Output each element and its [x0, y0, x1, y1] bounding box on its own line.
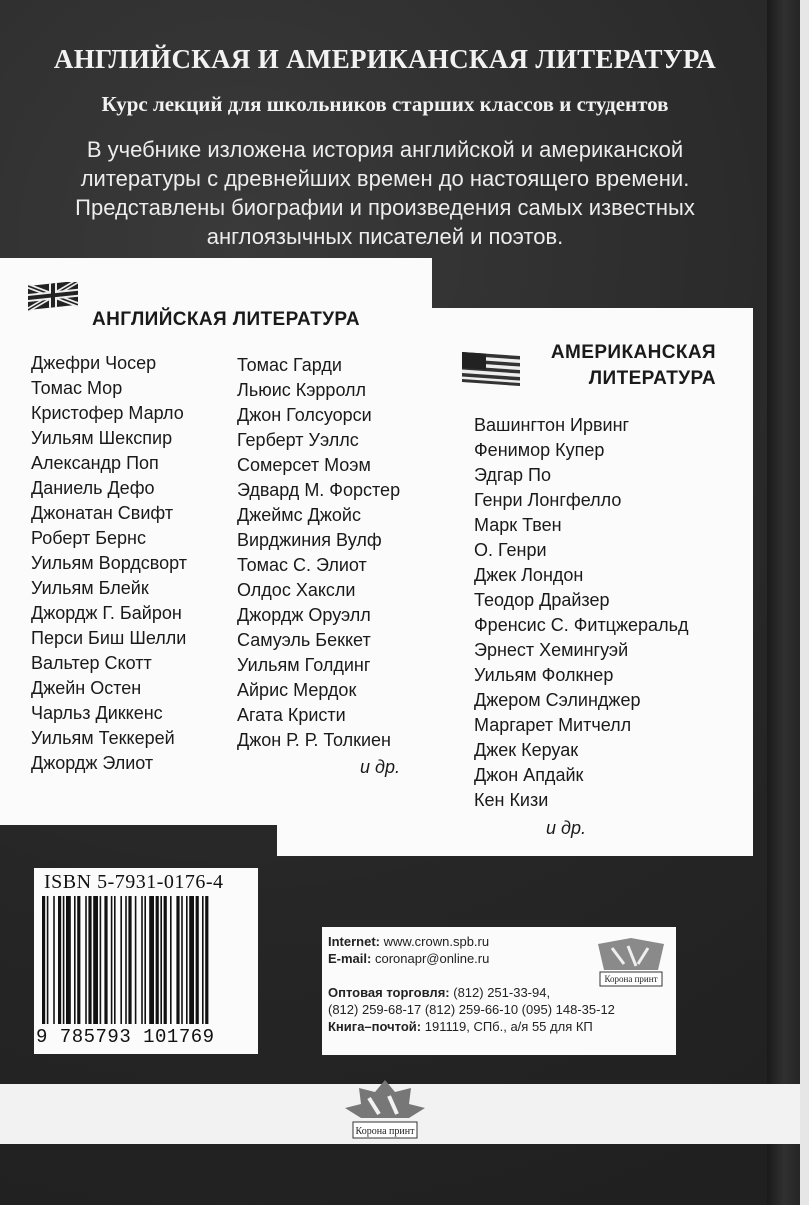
barcode-bar: [42, 896, 45, 1024]
author-name: Томас Гарди: [237, 355, 342, 375]
barcode-bar: [104, 896, 107, 1024]
author-name: Айрис Мердок: [237, 680, 357, 700]
barcode-bar: [160, 896, 162, 1024]
barcode-bar: [58, 896, 61, 1024]
author-name: Герберт Уэллс: [237, 430, 359, 450]
author-name: Джонатан Свифт: [31, 503, 174, 523]
logo-small-text: Корона принт: [604, 974, 658, 984]
barcode-bar: [176, 896, 179, 1024]
author-name: Сомерсет Моэм: [237, 455, 371, 475]
author-name: Томас Мор: [31, 378, 123, 398]
barcode-bar: [93, 896, 98, 1024]
author-name: Марк Твен: [474, 515, 562, 535]
publisher-logo-bottom: [339, 1078, 431, 1148]
barcode-bar: [53, 896, 55, 1024]
barcode-bar: [88, 896, 91, 1024]
american-heading-line-2: ЛИТЕРАТУРА: [588, 368, 716, 389]
author-name: Фенимор Купер: [474, 440, 605, 460]
barcode-bar: [100, 896, 102, 1024]
description-line: В учебнике изложена история английской и американской: [86, 137, 684, 162]
wholesale-phone-1: (812) 251-33-94,: [453, 985, 551, 1000]
english-heading: АНГЛИЙСКАЯ ЛИТЕРАТУРА: [92, 309, 360, 330]
barcode-bar: [170, 896, 172, 1024]
author-name: Перси Биш Шелли: [31, 628, 187, 648]
email-address: coronapr@online.ru: [374, 951, 490, 966]
publisher-logo-small: [592, 936, 670, 992]
author-name: Уильям Вордсворт: [31, 553, 188, 573]
uk-flag-icon: [28, 282, 78, 312]
barcode-bar: [77, 896, 80, 1024]
author-name: Томас С. Элиот: [237, 555, 367, 575]
barcode-bar: [66, 896, 71, 1024]
barcode-bar: [114, 896, 116, 1024]
author-name: Джордж Г. Байрон: [31, 603, 182, 623]
barcode-bar: [111, 896, 113, 1024]
author-name: Джек Керуак: [474, 740, 579, 760]
barcode-bar: [74, 896, 76, 1024]
author-name: Джером Сэлинджер: [474, 690, 641, 710]
author-name: Агата Кристи: [237, 705, 346, 725]
author-name: Вирджиния Вулф: [237, 530, 382, 550]
barcode-bar: [135, 896, 137, 1024]
author-name: Джордж Элиот: [31, 753, 154, 773]
author-name: Уильям Блейк: [31, 578, 149, 598]
barcode-bar: [156, 896, 159, 1024]
author-name: Александр Поп: [31, 453, 159, 473]
barcode-bars: [40, 896, 254, 1026]
author-name: Френсис С. Фитцжеральд: [474, 615, 689, 635]
english-etc-note: и др.: [360, 757, 400, 777]
wholesale-label: Оптовая торговля:: [328, 985, 450, 1000]
author-name: Кристофер Марло: [31, 403, 184, 423]
barcode-bar: [189, 896, 194, 1024]
barcode-bar: [164, 896, 167, 1024]
american-authors-column: [474, 413, 688, 813]
description-line: англоязычных писателей и поэтов.: [206, 224, 564, 249]
author-name: Льюис Кэрролл: [237, 380, 367, 400]
internet-line: [328, 933, 489, 950]
author-name: Роберт Бернс: [31, 528, 146, 548]
mail-order-label: Книга–почтой:: [328, 1019, 422, 1034]
english-authors-column-2: [237, 353, 400, 753]
author-name: Уильям Теккерей: [31, 728, 175, 748]
email-label: E-mail:: [328, 951, 372, 966]
author-name: Даниель Дефо: [31, 478, 155, 498]
author-name: Кен Кизи: [474, 790, 549, 810]
author-name: Эдвард М. Форстер: [237, 480, 401, 500]
author-name: Джеймс Джойс: [237, 505, 361, 525]
internet-url: www.crown.spb.ru: [383, 934, 490, 949]
barcode-bar: [125, 896, 127, 1024]
author-name: Уильям Шекспир: [31, 428, 173, 448]
email-line: [328, 950, 489, 967]
barcode-bar: [120, 896, 122, 1024]
author-name: Джейн Остен: [31, 678, 142, 698]
barcode-bar: [202, 896, 204, 1024]
author-name: Самуэль Беккет: [237, 630, 371, 650]
author-name: Генри Лонгфелло: [474, 490, 622, 510]
barcode-bar: [85, 896, 87, 1024]
barcode-bar: [47, 896, 49, 1024]
author-name: Джон Апдайк: [474, 765, 584, 785]
barcode-number: 9 785793 101769: [36, 1026, 215, 1048]
description-line: литературы с древнейших времен до настоящего времени.: [80, 166, 690, 191]
author-name: Джордж Оруэлл: [237, 605, 371, 625]
barcode-bar: [63, 896, 65, 1024]
barcode-bar: [128, 896, 131, 1024]
barcode-bar: [205, 896, 208, 1024]
wholesale-line: [328, 984, 550, 1001]
barcode-bar: [141, 896, 143, 1024]
american-etc-note: и др.: [546, 818, 586, 838]
author-name: Чарльз Диккенс: [31, 703, 163, 723]
author-name: О. Генри: [474, 540, 547, 560]
wholesale-phones: (812) 259-68-17 (812) 259-66-10 (095) 148-35-12: [328, 1002, 615, 1017]
author-name: Маргарет Митчелл: [474, 715, 632, 735]
barcode-bar: [181, 896, 183, 1024]
author-name: Эдгар По: [474, 465, 551, 485]
author-name: Джон Р. Р. Толкиен: [237, 730, 391, 750]
page-edge: [800, 0, 809, 1205]
american-heading-line-1: АМЕРИКАНСКАЯ: [550, 342, 716, 363]
author-name: Теодор Драйзер: [474, 590, 610, 610]
mail-order-address: 191119, СПб., а/я 55 для КП: [424, 1019, 593, 1034]
mail-order-line: [328, 1018, 593, 1035]
isbn-label: ISBN 5-7931-0176-4: [44, 871, 224, 893]
author-name: Уильям Фолкнер: [474, 665, 614, 685]
description-line: Представлены биографии и произведения самых известных: [75, 195, 695, 220]
logo-bottom-text: Корона принт: [355, 1126, 415, 1137]
author-name: Вальтер Скотт: [31, 653, 152, 673]
author-name: Джек Лондон: [474, 565, 584, 585]
author-name: Вашингтон Ирвинг: [474, 415, 630, 435]
american-heading: [500, 340, 716, 392]
book-title: АНГЛИЙСКАЯ И АМЕРИКАНСКАЯ ЛИТЕРАТУРА: [53, 44, 717, 74]
author-name: Джон Голсуорси: [237, 405, 372, 425]
barcode-bar: [186, 896, 188, 1024]
internet-label: Internet:: [328, 934, 380, 949]
book-description: [20, 135, 750, 251]
english-authors-column-1: [31, 351, 187, 776]
barcode-bar: [144, 896, 146, 1024]
author-name: Уильям Голдинг: [237, 655, 371, 675]
barcode-bar: [149, 896, 154, 1024]
book-subtitle: Курс лекций для школьников старших классов и студентов: [101, 92, 669, 116]
author-name: Джефри Чосер: [31, 353, 157, 373]
author-name: Олдос Хаксли: [237, 580, 356, 600]
author-name: Эрнест Хемингуэй: [474, 640, 629, 660]
barcode-bar: [196, 896, 199, 1024]
